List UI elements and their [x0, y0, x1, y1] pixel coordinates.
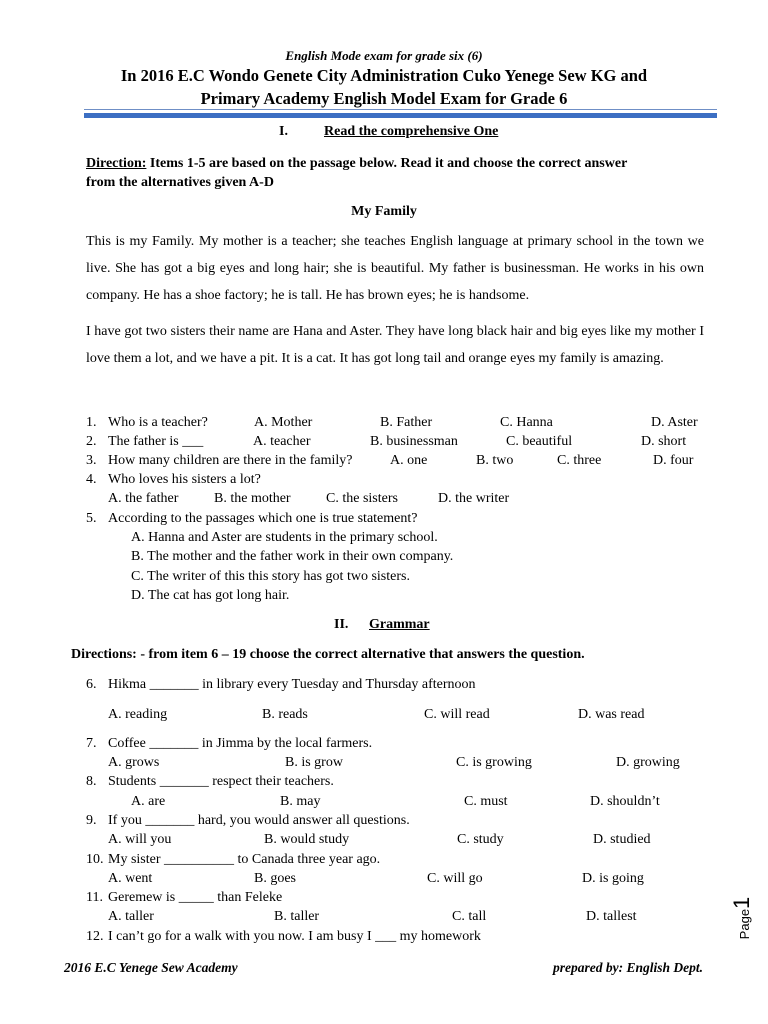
q9-option-d: D. studied [593, 832, 651, 847]
q1-option-c: C. Hanna [500, 415, 553, 430]
q3-number: 3. [86, 453, 97, 468]
q1-option-a: A. Mother [254, 415, 313, 430]
q6-stem: Hikma _______ in library every Tuesday and Thursday afternoon [108, 677, 476, 692]
q11-option-c: C. tall [452, 909, 487, 924]
direction-label: Direction: [86, 156, 147, 171]
q10-option-b: B. goes [254, 871, 296, 886]
exam-title-line1: In 2016 E.C Wondo Genete City Administration Cuko Yenege Sew KG and [120, 66, 648, 85]
q10-stem: My sister __________ to Canada three year ago. [108, 852, 381, 867]
q10-option-c: C. will go [427, 871, 483, 886]
q6-number: 6. [86, 677, 97, 692]
exam-title-line2: Primary Academy English Model Exam for Grade 6 [200, 89, 568, 108]
q7-stem: Coffee _______ in Jimma by the local farmers. [108, 736, 373, 751]
q5-option-b: B. The mother and the father work in their own company. [131, 549, 454, 564]
section2-numeral: II. [334, 617, 349, 632]
q7-option-d: D. growing [616, 755, 680, 770]
q9-option-c: C. study [457, 832, 504, 847]
passage-paragraph-2: I have got two sisters their name are Hana and Aster. They have long black hair and big eyes like my mother I love them a lot, and we have a pit. It is a cat. It has got long tail and orange eyes my family is amazing. [86, 324, 704, 366]
page-number-value: 1 [729, 896, 754, 909]
q9-option-b: B. would study [264, 832, 350, 847]
q8-stem: Students _______ respect their teachers. [108, 774, 334, 789]
q7-option-b: B. is grow [285, 755, 343, 770]
q7-number: 7. [86, 736, 97, 751]
q11-option-d: D. tallest [586, 909, 637, 924]
q8-option-c: C. must [464, 794, 508, 809]
q1-stem: Who is a teacher? [108, 415, 208, 430]
page-number [722, 888, 762, 948]
q4-option-a: A. the father [108, 491, 179, 506]
section1-direction [86, 154, 706, 192]
q3-option-b: B. two [476, 453, 514, 468]
q4-option-c: C. the sisters [326, 491, 398, 506]
header-rule-thick [84, 113, 717, 118]
q5-stem: According to the passages which one is true statement? [108, 511, 418, 526]
q11-option-a: A. taller [108, 909, 154, 924]
section2-title: Grammar [369, 617, 430, 632]
q4-number: 4. [86, 472, 97, 487]
q10-number: 10. [86, 852, 104, 867]
q3-option-a: A. one [390, 453, 428, 468]
q1-option-d: D. Aster [651, 415, 698, 430]
q9-option-a: A. will you [108, 832, 172, 847]
q8-number: 8. [86, 774, 97, 789]
q1-option-b: B. Father [380, 415, 433, 430]
q3-option-d: D. four [653, 453, 694, 468]
q3-option-c: C. three [557, 453, 602, 468]
q6-option-b: B. reads [262, 707, 308, 722]
q8-option-b: B. may [280, 794, 321, 809]
q7-option-c: C. is growing [456, 755, 532, 770]
q9-stem: If you _______ hard, you would answer all questions. [108, 813, 410, 828]
q12-number: 12. [86, 929, 104, 944]
q5-option-c: C. The writer of this this story has got two sisters. [131, 569, 410, 584]
q10-option-d: D. is going [582, 871, 644, 886]
q2-stem: The father is ___ [108, 434, 204, 449]
q2-number: 2. [86, 434, 97, 449]
q2-option-d: D. short [641, 434, 687, 449]
q1-number: 1. [86, 415, 97, 430]
footer-right: prepared by: English Dept. [553, 960, 703, 975]
q6-option-d: D. was read [578, 707, 645, 722]
direction-text-line1: Items 1-5 are based on the passage below. Read it and choose the correct answer [146, 156, 628, 171]
direction-text-line2: from the alternatives given A-D [86, 175, 274, 190]
q5-option-a: A. Hanna and Aster are students in the primary school. [131, 530, 438, 545]
section2-directions: Directions: - from item 6 – 19 choose the correct alternative that answers the question. [71, 647, 585, 662]
q4-stem: Who loves his sisters a lot? [108, 472, 261, 487]
q8-option-a: A. are [131, 794, 166, 809]
q3-stem: How many children are there in the family? [108, 453, 353, 468]
section1-title: Read the comprehensive One [324, 124, 499, 139]
q7-option-a: A. grows [108, 755, 160, 770]
q2-option-c: C. beautiful [506, 434, 573, 449]
section1-numeral: I. [279, 124, 288, 139]
page-label: Page [737, 908, 752, 940]
q9-number: 9. [86, 813, 97, 828]
q5-number: 5. [86, 511, 97, 526]
q4-option-d: D. the writer [438, 491, 510, 506]
header-rule-thin [84, 109, 717, 110]
q11-option-b: B. taller [274, 909, 320, 924]
q12-stem: I can’t go for a walk with you now. I am busy I ___ my homework [108, 929, 481, 944]
footer-left: 2016 E.C Yenege Sew Academy [64, 960, 238, 975]
passage-title: My Family [351, 204, 417, 219]
q6-option-c: C. will read [424, 707, 490, 722]
q8-option-d: D. shouldn’t [590, 794, 660, 809]
q2-option-a: A. teacher [253, 434, 311, 449]
passage-paragraph-1: This is my Family. My mother is a teacher; she teaches English language at primary school in the town we live. She has got a big eyes and long hair; she is beautiful. My father is businessman. He works in his own company. He has a shoe factory; he is tall. He has brown eyes; he is handsome. [86, 234, 704, 303]
q6-option-a: A. reading [108, 707, 168, 722]
q2-option-b: B. businessman [370, 434, 458, 449]
q10-option-a: A. went [108, 871, 153, 886]
q5-option-d: D. The cat has got long hair. [131, 588, 290, 603]
q11-stem: Geremew is _____ than Feleke [108, 890, 283, 905]
q11-number: 11. [86, 890, 103, 905]
q4-option-b: B. the mother [214, 491, 291, 506]
exam-subtitle: English Mode exam for grade six (6) [285, 48, 483, 63]
